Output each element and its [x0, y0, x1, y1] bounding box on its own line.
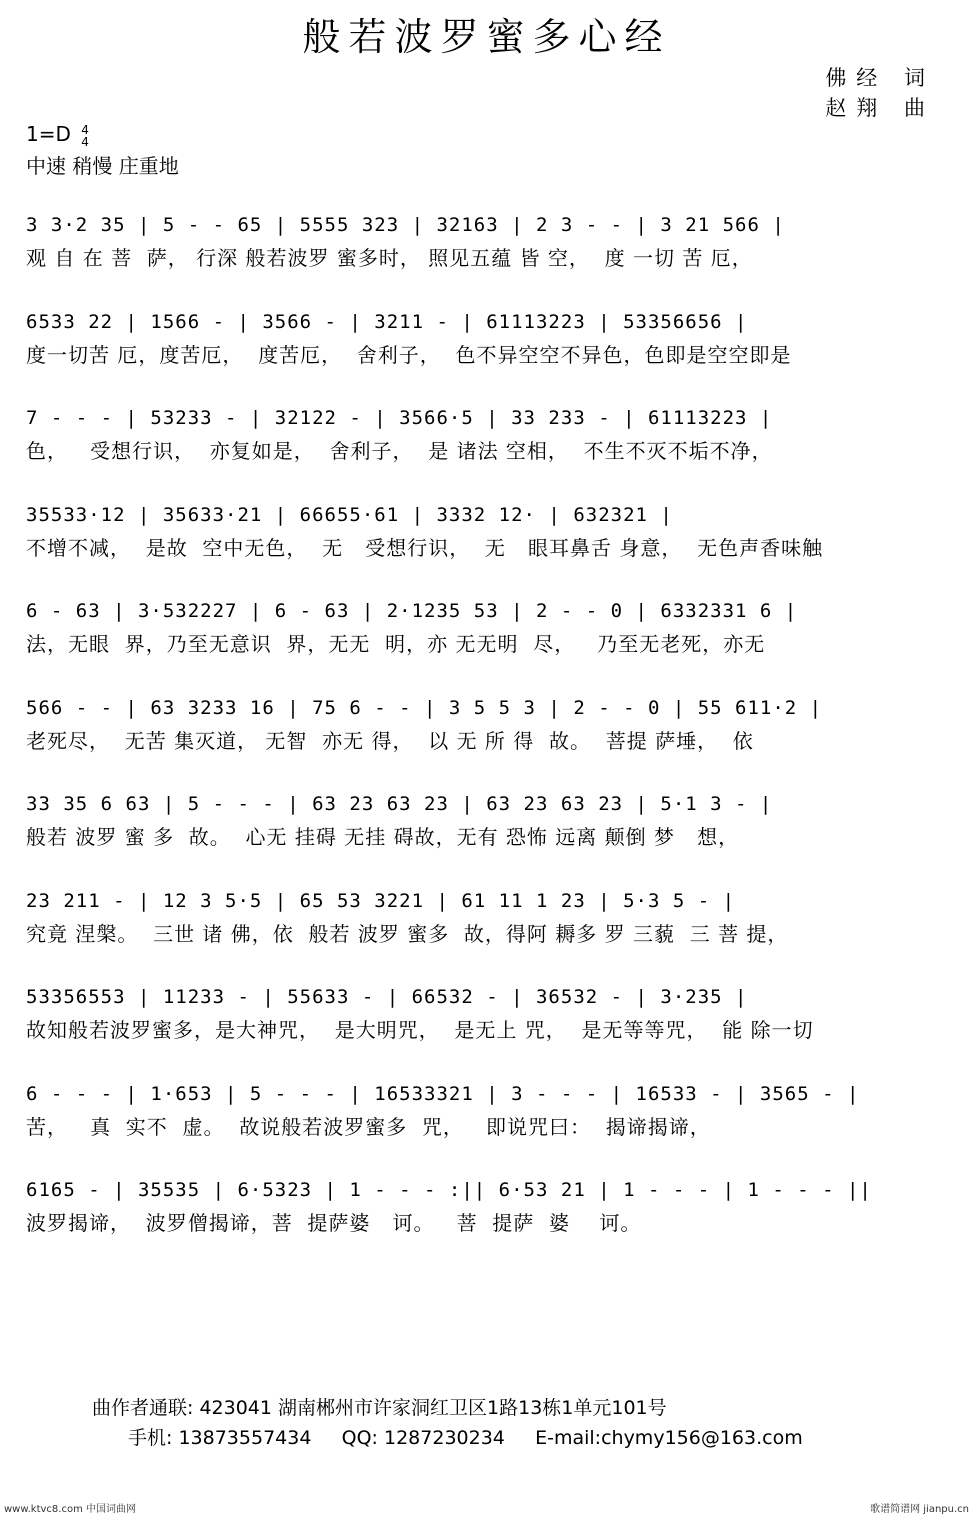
- lyric-line: 法，无眼 界，乃至无意识 界，无无 明，亦 无无明 尽， 乃至无老死，亦无: [26, 632, 766, 656]
- lyric-line: 色， 受想行识， 亦复如是， 舍利子， 是 诸法 空相， 不生不灭不垢不净，: [26, 439, 773, 463]
- email-label: E-mail:: [535, 1427, 602, 1449]
- music-line: 23 211 - | 12 3 5·5 | 65 53 3221 | 61 11 1 23 | 5·3 5 - |: [26, 889, 736, 912]
- phone-label: 手机:: [128, 1427, 173, 1449]
- music-line: 6165 - | 35535 | 6·5323 | 1 - - - :|| 6·53 21 | 1 - - - | 1 - - - ||: [26, 1179, 872, 1201]
- qq-number: 1287230234: [384, 1427, 505, 1449]
- music-line: 53356553 | 11233 - | 55633 - | 66532 - | 36532 - | 3·235 |: [26, 986, 748, 1008]
- lyric-line: 波罗揭谛， 波罗僧揭谛，菩 提萨婆 诃。 菩 提萨 婆 诃。: [26, 1211, 642, 1235]
- lyricist-credit: 佛经 词: [825, 66, 935, 90]
- lyric-line: 不增不减， 是故 空中无色， 无 受想行识， 无 眼耳鼻舌 身意， 无色声香味触: [26, 535, 824, 560]
- music-line: 33 35 6 63 | 5 - - - | 63 23 63 23 | 63 23 63 23 | 5·1 3 - |: [26, 793, 773, 815]
- music-line: 35533·12 | 35633·21 | 66655·61 | 3332 12· | 632321 |: [26, 503, 673, 526]
- lyric-line: 观 自 在 菩 萨， 行深 般若波罗 蜜多时， 照见五蕴 皆 空， 度 一切 苦 厄，: [26, 246, 753, 270]
- footer-phone-line: [128, 1423, 803, 1450]
- key-signature: [26, 122, 89, 148]
- lyric-line: 般若 波罗 蜜 多 故。 心无 挂碍 无挂 碍故，无有 恐怖 远离 颠倒 梦 想，: [26, 825, 740, 849]
- contact-label: 曲作者通联:: [92, 1397, 194, 1419]
- lyric-line: 故知般若波罗蜜多，是大神咒， 是大明咒， 是无上 咒， 是无等等咒， 能 除一切: [26, 1018, 814, 1042]
- music-line: 3 3·2 35 | 5 - - 65 | 5555 323 | 32163 | 2 3 - - | 3 21 566 |: [26, 214, 785, 236]
- watermark-left: www.ktvc8.com 中国词曲网: [4, 1504, 137, 1515]
- footer-contact: [92, 1393, 667, 1420]
- key-label: 1=D: [26, 122, 71, 146]
- time-top: 4: [81, 122, 89, 137]
- music-line: 6 - - - | 1·653 | 5 - - - | 16533321 | 3 - - - | 16533 - | 3565 - |: [26, 1082, 860, 1105]
- lyric-line: 苦， 真 实不 虚。 故说般若波罗蜜多 咒， 即说咒曰： 揭谛揭谛，: [26, 1114, 711, 1139]
- music-line: 566 - - | 63 3233 16 | 75 6 - - | 3 5 5 3 | 2 - - 0 | 55 611·2 |: [26, 696, 823, 719]
- watermark-right: 歌谱简谱网 jianpu.cn: [870, 1504, 969, 1515]
- time-signature: [81, 124, 89, 148]
- email-address: chymy156@163.com: [601, 1427, 803, 1449]
- composer-credit: 赵翔 曲: [825, 96, 935, 120]
- contact-address: 423041 湖南郴州市许家洞红卫区1路13栋1单元101号: [199, 1397, 667, 1419]
- tempo-marking: 中速 稍慢 庄重地: [26, 154, 179, 178]
- lyric-line: 老死尽， 无苦 集灭道， 无智 亦无 得， 以 无 所 得 故。 菩提 萨埵， 依: [26, 728, 754, 753]
- song-title: 般若波罗蜜多心经: [302, 15, 671, 59]
- music-line: 6533 22 | 1566 - | 3566 - | 3211 - | 61113223 | 53356656 |: [26, 310, 748, 333]
- music-line: 6 - 63 | 3·532227 | 6 - 63 | 2·1235 53 | 2 - - 0 | 6332331 6 |: [26, 600, 798, 622]
- lyric-line: 究竟 涅槃。 三世 诸 佛，依 般若 波罗 蜜多 故，得阿 耨多 罗 三藐 三 菩 提，: [26, 921, 789, 946]
- time-bottom: 4: [81, 134, 89, 149]
- lyric-line: 度一切苦 厄，度苦厄， 度苦厄， 舍利子， 色不异空空不异色，色即是空空即是: [26, 342, 792, 367]
- qq-label: QQ:: [341, 1427, 378, 1449]
- music-line: 7 - - - | 53233 - | 32122 - | 3566·5 | 33 233 - | 61113223 |: [26, 407, 773, 429]
- phone-number: 13873557434: [178, 1427, 312, 1449]
